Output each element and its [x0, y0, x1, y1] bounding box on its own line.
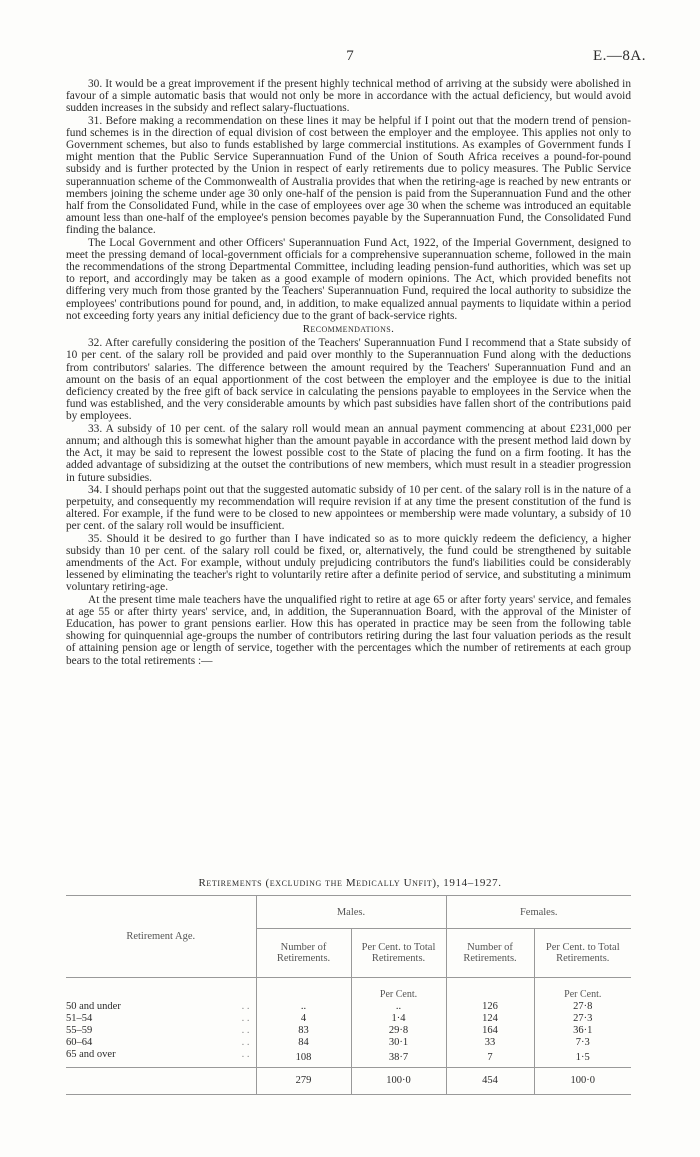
header-male-number: Number of Retirements. — [256, 929, 351, 978]
leader-dots: . . — [241, 1012, 250, 1024]
paragraph-33: 33. A subsidy of 10 per cent. of the salary roll would mean an annual payment commencing at about £231,000 per annum; and although this is somewhat higher than the amount payable in accordance with the present method laid down by the Act, it may be said to represent the lowest possible cost to the State of placing the fund on a firm footing. It has the added advantage of subsidizing at the outset the contributions of new members, which must result in a steadier progression in future subsidies. — [66, 422, 631, 484]
header-female-percent: Per Cent. to Total Retirements. — [534, 929, 631, 978]
female-percent: 27·3 — [534, 1012, 631, 1024]
paragraph-31: 31. Before making a recommendation on these lines it may be helpful if I point out that the modern trend of pension-fund schemes is in the direction of equal division of cost between the employer and the employee. This applies not only to Government schemes, but also to funds established by large commercial institutions. As examples of Government funds I might mention that the Public Service Superannuation Fund of the Union of South Africa receives a pound-for-pound subsidy and is further protected by the Union in respect of early retirements due to policy measures. The Public Service superannuation scheme of the Commonwealth of Australia provides that when the retiring-age is reached by new entrants or members joining the scheme under age 30 only one-half of the pension is paid from the Superannuation Fund and the other half from the Consolidated Fund, while in the case of employees over age 30 when the scheme was introduced an equitable amount less than one-half of the employee's pension becomes payable by the Superannuation Fund, the Consolidated Fund finding the balance. — [66, 114, 631, 237]
table-row — [66, 1024, 631, 1036]
female-percent: 1·5 — [534, 1049, 631, 1068]
totals-row — [66, 1067, 631, 1094]
row-age: 51–54 — [66, 1012, 93, 1024]
female-number: 33 — [446, 1037, 534, 1049]
female-number-total: 454 — [446, 1067, 534, 1094]
male-percent: .. — [351, 1000, 446, 1012]
female-number: 124 — [446, 1012, 534, 1024]
female-percent: 36·1 — [534, 1024, 631, 1036]
retirements-table — [66, 895, 631, 1095]
table-title: Retirements (excluding the Medically Unfit), 1914–1927. — [198, 877, 502, 889]
row-age: 65 and over — [66, 1049, 116, 1061]
male-percent: 29·8 — [351, 1024, 446, 1036]
row-age: 50 and under — [66, 1000, 121, 1012]
table-row — [66, 1012, 631, 1024]
paragraph-35: 35. Should it be desired to go further than I have indicated so as to more quickly redeem the deficiency, a higher subsidy than 10 per cent. of the salary roll could be fixed, or, alternatively, the fund could be strengthened by suitable amendments of the Act. For example, without unduly prejudicing contributors the fund's liabilities could be considerably lessened by eliminating the teacher's right to voluntarily retire after a definite period of service, and substituting a minimum voluntary retiring-age. — [66, 532, 631, 594]
male-percent-total: 100·0 — [351, 1067, 446, 1094]
row-age: 60–64 — [66, 1037, 93, 1049]
female-number: 126 — [446, 1000, 534, 1012]
paragraph-34: 34. I should perhaps point out that the suggested automatic subsidy of 10 per cent. of the salary roll is in the nature of a perpetuity, and consequently my recommendation will require revision if at any time the present constitution of the fund is altered. For example, if the fund were to be closed to new appointees or membership were made voluntary, a subsidy of 10 per cent. of the salary roll would be insufficient. — [66, 483, 631, 533]
table-row — [66, 1049, 631, 1068]
female-percent: 27·8 — [534, 1000, 631, 1012]
header-females: Females. — [446, 896, 631, 929]
paragraph-32: 32. After carefully considering the position of the Teachers' Superannuation Fund I recommend that a State subsidy of 10 per cent. of the salary roll be provided and paid over monthly to the Superannuation Fund along with the deductions from contributors' salaries. The difference between the amount required by the Teachers' Superannuation Fund and an amount on the basis of an equal apportionment of the cost between the employer and the employee is due to the initial deficiency created by the free gift of back service in calculating the pensions payable to employees in the Service when the fund was established, and the very considerable amounts by which past subsidies have fallen short of the contributions paid by employees. — [66, 337, 631, 423]
page-number: 7 — [346, 48, 354, 64]
document-reference: E.—8A. — [593, 48, 646, 64]
unit-percent-male: Per Cent. — [351, 978, 446, 1001]
female-percent-total: 100·0 — [534, 1067, 631, 1094]
table-row — [66, 1037, 631, 1049]
paragraph-30: 30. It would be a great improvement if the present highly technical method of arriving at the subsidy were abolished in favour of a simple automatic basis that would not only be more in accordance with the actual deficiency, but would avoid sudden increases in the subsidy and reflect salary-fluctuations. — [66, 78, 631, 115]
row-age: 55–59 — [66, 1024, 93, 1036]
male-percent: 1·4 — [351, 1012, 446, 1024]
male-number-total: 279 — [256, 1067, 351, 1094]
header-male-percent: Per Cent. to Total Retirements. — [351, 929, 446, 978]
male-number: 84 — [256, 1037, 351, 1049]
header-female-number: Number of Retirements. — [446, 929, 534, 978]
header-males: Males. — [256, 896, 446, 929]
female-number: 7 — [446, 1049, 534, 1068]
paragraph-local-government-act: The Local Government and other Officers' Superannuation Fund Act, 1922, of the Imperial Government, designed to meet the pressing demand of local-government officials for a comprehensive superannuation scheme, followed in the main the recommendations of the strong Departmental Committee, including leading pension-fund authorities, which was set up to report, and accordingly may be taken as a good example of modern opinions. The Act, which provided benefits not differing very much from those granted by the Teachers' Superannuation Fund, required the local authority to subsidize the employees' contributions pound for pound, and, in addition, to make equalized annual payments to liquidate within a period not exceeding forty years any initial deficiency due to the grant of back-service rights. — [66, 236, 631, 322]
male-number: 83 — [256, 1024, 351, 1036]
female-number: 164 — [446, 1024, 534, 1036]
male-number: .. — [256, 1000, 351, 1012]
body-text — [66, 78, 631, 667]
leader-dots: . . — [241, 1024, 250, 1036]
leader-dots: . . — [241, 1049, 250, 1061]
table-row — [66, 1000, 631, 1012]
leader-dots: . . — [241, 1037, 250, 1049]
leader-dots: . . — [241, 1000, 250, 1012]
male-percent: 30·1 — [351, 1037, 446, 1049]
male-number: 108 — [256, 1049, 351, 1068]
female-percent: 7·3 — [534, 1037, 631, 1049]
paragraph-present-time: At the present time male teachers have the unqualified right to retire at age 65 or after forty years' service, and females at age 55 or after thirty years' service, and, in addition, the Superannuation Board, with the approval of the Minister of Education, has power to grant pensions earlier. How this has operated in practice may be seen from the following table showing for quinquennial age-groups the number of contributors retiring during the last four valuation periods as the result of attaining pension age or length of service, together with the percentages which the number of retirements at each group bears to the total retirements :— — [66, 593, 631, 667]
section-heading: Recommendations. — [302, 323, 395, 336]
header-retirement-age: Retirement Age. — [66, 896, 256, 978]
unit-percent-female: Per Cent. — [534, 978, 631, 1001]
male-percent: 38·7 — [351, 1049, 446, 1068]
male-number: 4 — [256, 1012, 351, 1024]
